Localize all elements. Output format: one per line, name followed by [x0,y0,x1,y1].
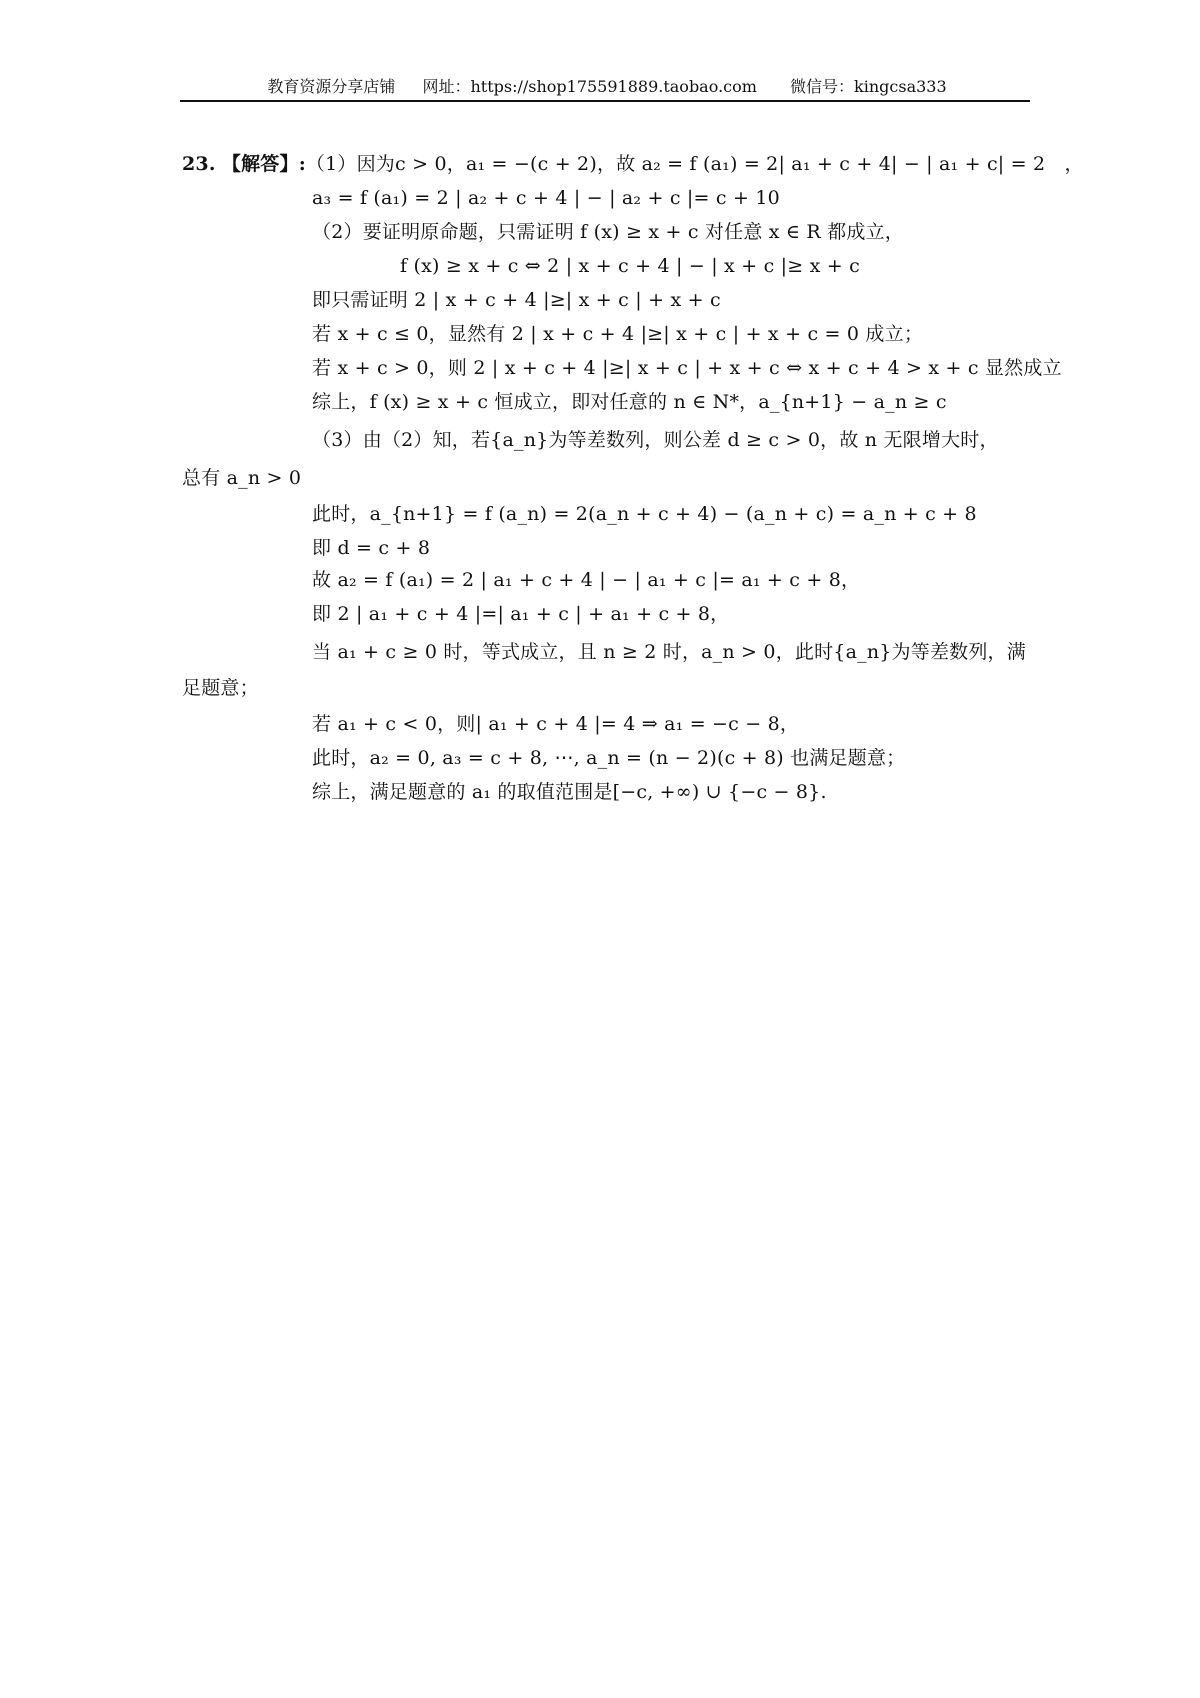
answer-line: 即只需证明 2 | x + c + 4 |≥| x + c | + x + c [312,289,721,311]
answer-line: a₃ = f (a₁) = 2 | a₂ + c + 4 | − | a₂ + c |= c + 10 [312,187,780,209]
answer-line: 此时，a₂ = 0, a₃ = c + 8, ⋯, a_n = (n − 2)(c + 8) 也满足题意； [312,747,906,769]
answer-line: 综上，满足题意的 a₁ 的取值范围是[−c, +∞) ∪ {−c − 8}. [312,781,827,803]
answer-line: f (x) ≥ x + c ⇔ 2 | x + c + 4 | − | x + c |≥ x + c [400,255,860,277]
answer-line: 故 a₂ = f (a₁) = 2 | a₁ + c + 4 | − | a₁ + c |= a₁ + c + 8， [312,569,861,591]
question-number: 23. [182,153,216,175]
answer-label: 【解答】: [221,153,306,175]
answer-text: （1）因为c > 0，a₁ = −(c + 2)，故 a₂ = f (a₁) = 2| a₁ + c + 4| − | a₁ + c| = 2 ， [305,153,1084,175]
answer-line: 综上，f (x) ≥ x + c 恒成立，即对任意的 n ∈ N*，a_{n+1} − a_n ≥ c [312,391,947,413]
header-wechat: 微信号：kingcsa333 [790,77,947,96]
answer-line: 即 d = c + 8 [312,537,431,559]
answer-line: 当 a₁ + c ≥ 0 时，等式成立，且 n ≥ 2 时，a_n > 0，此时{a_n}为等差数列，满 [312,641,1026,663]
answer-line: 总有 a_n > 0 [182,467,302,489]
answer-line-1 [182,152,1084,176]
header-url: 网址：https://shop175591889.taobao.com [422,77,757,96]
answer-line: 若 x + c > 0，则 2 | x + c + 4 |≥| x + c | + x + c ⇔ x + c + 4 > x + c 显然成立 [312,357,1062,379]
answer-line: （3）由（2）知，若{a_n}为等差数列，则公差 d ≥ c > 0，故 n 无限增大时， [312,429,999,451]
answer-line: 若 x + c ≤ 0，显然有 2 | x + c + 4 |≥| x + c | + x + c = 0 成立； [312,323,924,345]
answer-line: （2）要证明原命题，只需证明 f (x) ≥ x + c 对任意 x ∈ R 都成立， [312,221,904,243]
header-shop-name: 教育资源分享店铺 [267,77,396,96]
answer-line: 即 2 | a₁ + c + 4 |=| a₁ + c | + a₁ + c + 8， [312,603,730,625]
answer-line: 若 a₁ + c < 0，则| a₁ + c + 4 |= 4 ⇒ a₁ = −c − 8， [312,713,800,735]
answer-line: 此时，a_{n+1} = f (a_n) = 2(a_n + c + 4) − (a_n + c) = a_n + c + 8 [312,503,977,525]
answer-line: 足题意； [182,677,259,699]
